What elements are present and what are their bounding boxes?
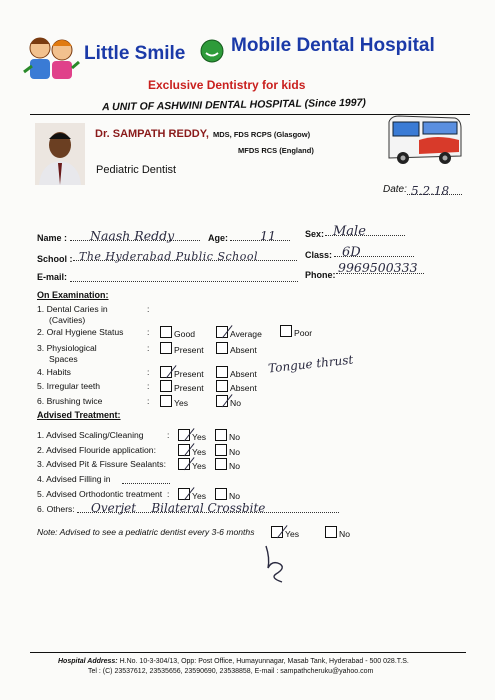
others-value: Overjet Bilateral Crossbite [91, 501, 266, 515]
doctor-name: Dr. SAMPATH REDDY, [95, 128, 209, 140]
exam-item-6 [37, 396, 102, 406]
checkbox[interactable] [216, 342, 228, 354]
address-label: Hospital Address: [58, 658, 118, 665]
checkbox[interactable] [215, 458, 227, 470]
checkbox[interactable] [216, 366, 228, 378]
doctor-photo [35, 123, 85, 185]
class-label: Class: [305, 250, 333, 260]
item-label: Advised Orthodontic treatment [46, 489, 163, 499]
item-label: Advised Filling in [46, 474, 111, 484]
sex-value: Male [333, 224, 366, 239]
exam-item-4 [37, 367, 71, 377]
option-good[interactable] [160, 326, 195, 339]
date-label: Date: [383, 184, 407, 195]
advised-heading: Advised Treatment: [37, 410, 121, 420]
class-value: 6D [342, 245, 361, 260]
item-label: Advised Flouride application: [46, 445, 156, 455]
item-number: 3. [37, 343, 45, 353]
doctor-quals-2: MFDS RCS (England) [238, 146, 314, 155]
option-label: Yes [174, 398, 189, 408]
option-label: Absent [230, 383, 257, 393]
exam-item-3-sub: Spaces [49, 354, 78, 364]
date-value: 5.2.18 [411, 184, 450, 198]
hospital-name-part1: Little Smile [84, 43, 186, 64]
option-present[interactable] [160, 342, 204, 355]
colon: : [167, 489, 170, 499]
tagline: Exclusive Dentistry for kids [148, 78, 306, 92]
item-label: Habits [46, 367, 71, 377]
option-label: Present [174, 369, 204, 379]
option-label: Good [174, 329, 196, 339]
smile-badge-icon [197, 38, 227, 64]
colon: : [147, 343, 150, 353]
kids-logo [22, 32, 80, 84]
exam-item-2 [37, 327, 123, 337]
item-label: Dental Caries in [46, 304, 108, 314]
email-label: E-mail: [37, 272, 68, 282]
checkbox[interactable] [215, 429, 227, 441]
unit-line: A UNIT OF ASHWINI DENTAL HOSPITAL (Since 1997) [101, 96, 366, 114]
option-label: Present [174, 345, 204, 355]
advised-item-5 [37, 489, 162, 499]
item-number: 6. [37, 396, 45, 406]
checkbox-checked[interactable] [160, 366, 172, 378]
note-option-no[interactable] [325, 526, 350, 539]
option-present[interactable] [160, 380, 204, 393]
age-field [230, 227, 290, 241]
option-label: Average [230, 329, 262, 339]
footer-address [58, 658, 409, 665]
class-field [334, 243, 414, 260]
phone-label: Phone: [305, 270, 336, 280]
item-number: 5. [37, 381, 45, 391]
signature [258, 542, 298, 586]
mobile-bus-image [385, 112, 463, 168]
option-average[interactable] [216, 326, 262, 339]
advised-item-1 [37, 430, 144, 440]
option-label: Present [174, 383, 204, 393]
colon: : [147, 367, 150, 377]
advised-item-3 [37, 459, 166, 469]
name-value: Naash Reddy [90, 228, 175, 243]
item-number: 5. [37, 489, 45, 499]
checkbox-checked[interactable] [178, 458, 190, 470]
option-no[interactable] [215, 444, 240, 457]
item-label: Advised Pit & Fissure Sealants: [46, 459, 166, 469]
exam-item-1 [37, 304, 108, 314]
checkbox[interactable] [325, 526, 337, 538]
colon: : [147, 304, 150, 314]
option-label: No [229, 491, 240, 501]
email-field [70, 270, 298, 282]
item-number: 4. [37, 367, 45, 377]
advised-item-4 [37, 474, 111, 484]
school-value: The Hyderabad Public School [79, 250, 259, 263]
option-yes[interactable] [160, 395, 188, 408]
checkbox[interactable] [160, 395, 172, 407]
examination-heading: On Examination: [37, 290, 109, 300]
habit-note: Tongue thrust [267, 352, 354, 376]
specialty: Pediatric Dentist [96, 164, 177, 176]
exam-item-5 [37, 381, 100, 391]
note-option-yes[interactable] [271, 526, 299, 539]
option-label: Absent [230, 369, 257, 379]
filling-field [122, 474, 170, 484]
checkbox-checked[interactable] [216, 395, 228, 407]
others-field [77, 499, 339, 513]
option-label: No [230, 398, 241, 408]
item-number: 4. [37, 474, 45, 484]
option-poor[interactable] [280, 325, 312, 338]
item-label: Advised Scaling/Cleaning [46, 430, 144, 440]
item-number: 2. [37, 445, 45, 455]
school-field [73, 247, 297, 261]
item-number: 1. [37, 430, 45, 440]
option-label: No [229, 461, 240, 471]
age-value: 11 [260, 228, 276, 243]
checkbox[interactable] [160, 342, 172, 354]
sex-field [325, 222, 405, 239]
phone-value: 9969500333 [338, 260, 418, 275]
option-no[interactable] [215, 458, 240, 471]
checkbox[interactable] [215, 444, 227, 456]
item-number: 2. [37, 327, 45, 337]
footer-divider [30, 652, 466, 653]
item-label: Oral Hygiene Status [46, 327, 124, 337]
item-label: Physiological [46, 343, 97, 353]
item-label: Others: [46, 504, 75, 514]
option-absent[interactable] [216, 366, 257, 379]
checkbox[interactable] [160, 326, 172, 338]
advised-item-2 [37, 445, 156, 455]
checkbox[interactable] [280, 325, 292, 337]
item-number: 1. [37, 304, 45, 314]
option-label: No [229, 447, 240, 457]
option-label: Yes [192, 491, 207, 501]
followup-note: Note: Advised to see a pediatric dentist every 3-6 months [37, 527, 255, 537]
option-label: Yes [192, 461, 207, 471]
option-no[interactable] [215, 429, 240, 442]
age-label: Age: [208, 233, 228, 243]
checkbox-checked[interactable] [216, 326, 228, 338]
doctor-quals-1: MDS, FDS RCPS (Glasgow) [213, 130, 311, 139]
option-label: Yes [285, 529, 300, 539]
option-label: No [229, 432, 240, 442]
item-label: Brushing twice [46, 396, 103, 406]
option-label: Yes [192, 447, 207, 457]
option-no[interactable] [216, 395, 241, 408]
footer-contact: Tel : (C) 23537612, 23535656, 23590690, 23538858, E-mail : sampathcheruku@yahoo.com [88, 668, 374, 675]
item-number: 3. [37, 459, 45, 469]
option-label: Yes [192, 432, 207, 442]
colon: : [147, 327, 150, 337]
name-field [70, 227, 200, 241]
address-text: H.No. 10-3-304/13, Opp: Post Office, Humayunnagar, Masab Tank, Hyderabad - 500 028.T.S. [119, 658, 409, 665]
item-label: Irregular teeth [46, 381, 101, 391]
name-label: Name : [37, 233, 68, 243]
option-label: Poor [294, 328, 313, 338]
date-field [407, 182, 462, 198]
option-yes[interactable] [178, 458, 206, 471]
sex-label: Sex: [305, 229, 325, 239]
school-label: School : [37, 254, 73, 264]
exam-item-1-sub: (Cavities) [49, 315, 86, 325]
phone-field [336, 259, 424, 274]
colon: : [147, 396, 150, 406]
checkbox[interactable] [160, 380, 172, 392]
option-label: Absent [230, 345, 257, 355]
colon: : [167, 430, 170, 440]
hospital-name-part2: Mobile Dental Hospital [231, 35, 435, 56]
option-label: No [339, 529, 350, 539]
checkbox-checked[interactable] [271, 526, 283, 538]
option-absent[interactable] [216, 342, 257, 355]
advised-item-6 [37, 504, 75, 514]
item-number: 6. [37, 504, 45, 514]
exam-item-3 [37, 343, 97, 353]
option-present[interactable] [160, 366, 204, 379]
colon: : [147, 381, 150, 391]
